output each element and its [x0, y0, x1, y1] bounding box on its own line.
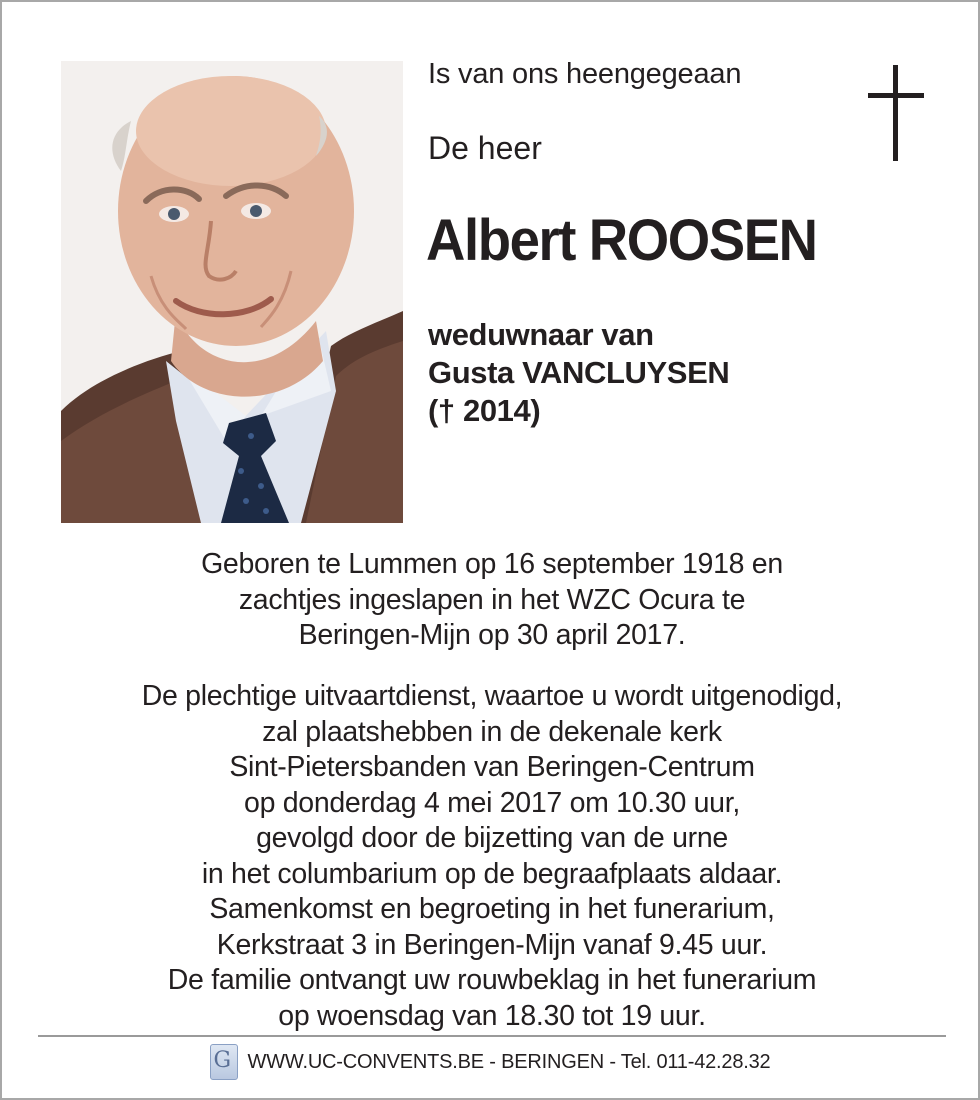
- text-line: op woensdag van 18.30 tot 19 uur.: [278, 999, 706, 1032]
- text-line: De familie ontvangt uw rouwbeklag in het funerarium: [167, 964, 817, 996]
- text-line: De plechtige uitvaartdienst, waartoe u wordt uitgenodigd,: [141, 680, 843, 712]
- spouse-relation: weduwnaar van: [428, 317, 654, 352]
- spouse-block: [428, 316, 729, 430]
- cross-icon: [868, 65, 924, 161]
- text-line: Geboren te Lummen op 16 september 1918 en: [201, 548, 783, 580]
- birth-paragraph: [32, 547, 952, 654]
- text-line: in het columbarium op de begraafplaats aldaar.: [201, 857, 783, 890]
- uc-conventus-logo-icon: G: [210, 1044, 238, 1080]
- honorific-title: De heer: [428, 130, 542, 166]
- text-line: zal plaatshebben in de dekenale kerk: [262, 715, 722, 748]
- funeral-paragraph: [32, 679, 952, 1034]
- footer-divider: [38, 1035, 946, 1037]
- spouse-name: Gusta VANCLUYSEN: [428, 355, 730, 390]
- portrait-photo: [61, 61, 403, 523]
- text-line: Samenkomst en begroeting in het funerarium,: [209, 893, 775, 925]
- intro-text: Is van ons heengegeaan: [428, 58, 742, 90]
- portrait-illustration: [61, 61, 403, 523]
- text-line: gevolgd door de bijzetting van de urne: [256, 822, 728, 854]
- text-line: Beringen-Mijn op 30 april 2017.: [298, 619, 686, 651]
- spouse-death-year: († 2014): [428, 393, 541, 428]
- text-line: Sint-Pietersbanden van Beringen-Centrum: [229, 751, 755, 783]
- text-line: Kerkstraat 3 in Beringen-Mijn vanaf 9.45 uur.: [216, 928, 768, 961]
- deceased-name: Albert ROOSEN: [426, 208, 817, 273]
- footer-contact-text[interactable]: WWW.UC-CONVENTS.BE - BERINGEN - Tel. 011-42.28.32: [247, 1050, 771, 1073]
- text-line: zachtjes ingeslapen in het WZC Ocura te: [238, 583, 746, 616]
- text-line: op donderdag 4 mei 2017 om 10.30 uur,: [244, 786, 740, 819]
- footer: [2, 1042, 978, 1082]
